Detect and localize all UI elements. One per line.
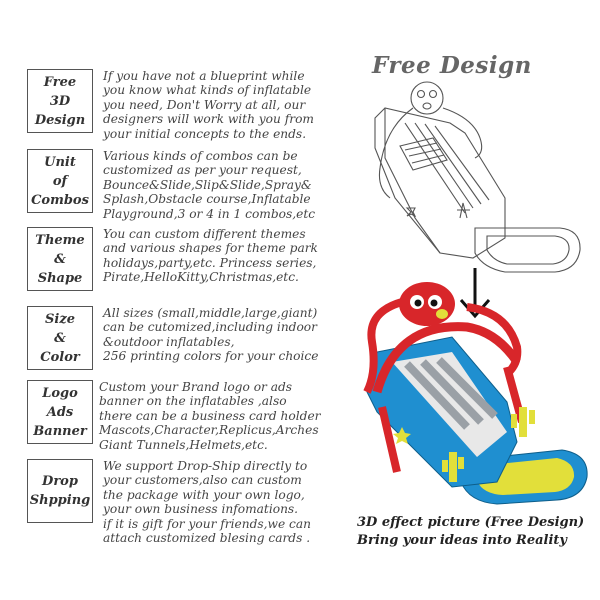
feature-description: If you have not a blueprint while you know what kinds of inflatable you need, Don't Worry at all, our designers will work with you from your initial concepts to the ends. xyxy=(103,69,314,141)
feature-label-line: 3D xyxy=(49,93,71,109)
feature-description: All sizes (small,middle,large,giant) can be cutomized,including indoor &outdoor inflatables, 256 printing colors for your choice xyxy=(103,306,319,364)
feature-label-line: Unit xyxy=(44,154,76,170)
feature-label-line: Drop xyxy=(42,474,78,489)
feature-label-box xyxy=(27,459,93,523)
feature-label-line: of xyxy=(52,173,68,189)
feature-label-line: Shape xyxy=(37,270,83,286)
feature-label-box xyxy=(27,380,93,444)
feature-label-line: Banner xyxy=(33,423,87,439)
feature-label-box xyxy=(27,227,93,291)
feature-label-line: Shpping xyxy=(29,493,91,508)
feature-description: Various kinds of combos can be customized as per your request, Bounce&Slide,Slip&Slide,Spray& Splash,Obstacle course,Inflatable Playground,3 or 4 in 1 combos,etc xyxy=(103,149,316,221)
feature-label-box xyxy=(27,306,93,370)
design-caption xyxy=(357,514,597,550)
feature-label-line: Ads xyxy=(46,404,74,420)
caption-line: 3D effect picture (Free Design) xyxy=(357,515,585,530)
slide-3d-image xyxy=(357,282,595,512)
feature-label-line: Design xyxy=(34,112,86,128)
feature-label-line: Size xyxy=(45,311,75,327)
feature-label-line: Free xyxy=(43,74,77,90)
slide-sketch-image xyxy=(355,78,590,283)
feature-description: Custom your Brand logo or ads banner on the inflatables ,also there can be a business card holder Mascots,Character,Replicus,Arches Giant Tunnels,Helmets,etc. xyxy=(99,380,321,452)
feature-label-line: Logo xyxy=(42,385,78,401)
feature-label-line: & xyxy=(54,330,66,346)
feature-label-line: Color xyxy=(40,349,80,365)
feature-description: We support Drop-Ship directly to your customers,also can custom the package with your own logo, your own business infomations. if it is gift for your friends,we can attach customized blesing cards . xyxy=(103,459,311,546)
feature-label-box xyxy=(27,149,93,213)
feature-label-line: Combos xyxy=(31,192,89,208)
caption-line: Bring your ideas into Reality xyxy=(357,533,567,548)
feature-description: You can custom different themes and various shapes for theme park holidays,party,etc. Princess series, Pirate,HelloKitty,Christmas,etc. xyxy=(103,227,318,285)
feature-label-line: Theme xyxy=(35,232,85,248)
feature-label-line: & xyxy=(54,251,66,267)
free-design-title: Free Design xyxy=(372,52,532,79)
feature-label-box xyxy=(27,69,93,133)
